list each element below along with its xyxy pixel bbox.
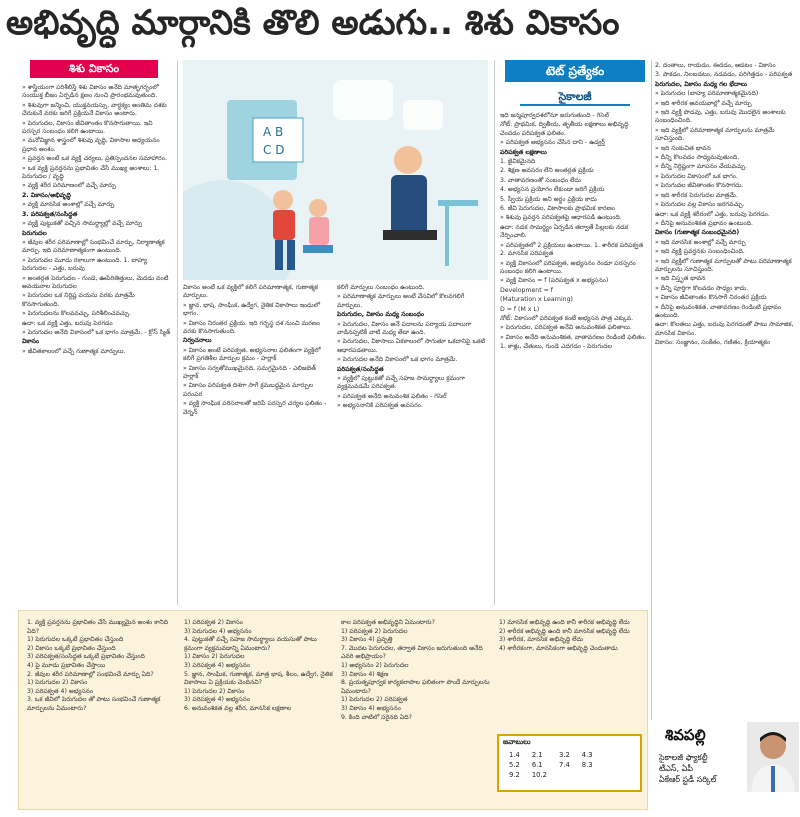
quiz-line: 2) వికాసం ఒక్కటే ప్రభావితం చేస్తుంది: [27, 644, 116, 652]
svg-text:C D: C D: [263, 143, 285, 157]
paragraph: » ఒక వ్యక్తి ప్రవర్తనను ప్రభావితం చేసే ముఖ్య అంశాలు: 1. పెరుగుదల / వృద్ధి: [22, 164, 160, 181]
paragraph: » వికాసం నిరంతర ప్రక్రియ. ఇది గర్భస్థ దశ నుంచి మరణం వరకు కొనసాగుతుంది.: [183, 319, 321, 336]
quiz-line: 2. జీవుల శరీర పరిమాణాల్లో సంభవించే మార్పు ఏది?: [27, 670, 154, 678]
paragraph: కలిగే మార్పులు సంబంధం ఉంటుంది.: [337, 284, 425, 291]
paragraph: 4. అభ్యసన ప్రయోగం లేకుండా జరిగే ప్రక్రియ: [500, 186, 605, 194]
paragraph: వికాసం అంటే ఒక వ్యక్తిలో కలిగే పరిమాణాత్మక, గుణాత్మక మార్పులు.: [183, 284, 319, 300]
paragraph: » పెరుగుదల, వికాసాలు ఏకకాలంలో సాగుతూ ఒకదానిపై ఒకటి ఆధారపడతాయి.: [337, 338, 485, 354]
paragraph: నోట్: ప్రాథమిక, ద్వితీయ, తృతీయ లక్షణాలు అభివృద్ధి చెందడం పరిపక్వత ఫలితం.: [500, 121, 629, 137]
quiz-line: 3) వికాసం 4) అభ్యసనం: [341, 704, 401, 712]
paragraph: » దీన్ని పూర్తిగా కొలవడం సాధ్యం కాదు.: [655, 284, 749, 292]
paragraph: ఉదా: కొలతలు ఎత్తు, బరువు పెరగడంతో పాటు సామాజిక, మానసిక వికాసం.: [655, 321, 794, 337]
paragraph: » ఇది వ్యక్తి ప్రవర్తనకు సంబంధించింది.: [655, 248, 745, 256]
paragraph: నిర్వచనాలు: [183, 337, 212, 345]
quiz-line: 1) మానసిక అభివృద్ధి ఉంది కానీ శారీరక అభివృద్ధి లేదు: [499, 619, 630, 626]
paragraph: 3. పాకడం, నిలబడటం, నడవడం, పరిగెత్తడం - పరిపక్వత: [655, 71, 793, 79]
paragraph: » వికాసం సర్వతోముఖమైనది, సమగ్రమైనది - ఎలిజబెత్ హర్లాక్: [183, 364, 316, 381]
quiz-line: 1) పెరుగుదల 2) వికాసం: [27, 679, 88, 687]
paragraph: » పరిపక్వత అనేది అనువంశిక ఫలితం - గెసెల్: [337, 392, 447, 400]
author-name: శివపల్లి: [665, 726, 706, 744]
paragraph: » జీవితకాలంలో వచ్చే గుణాత్మక మార్పులు.: [22, 347, 126, 355]
paragraph: 5. స్వీయ ప్రక్రియ అని అర్థం ప్రక్రియ కాదు: [500, 195, 597, 203]
quiz-line: 5. జ్ఞాన, సాంఘిక, గుణాత్మక, మాత్ర భాష, శీలం, ఉద్వేగ, నైతిక వికాసాలు ఏ ప్రక్రియకు చెందినవి?: [184, 670, 333, 687]
quiz-line: 1) వికాసం 2) పెరుగుదల: [184, 653, 245, 661]
paragraph: » శిశువు ప్రవర్తన పరిపక్వతపై ఆధారపడి ఉంటుంది.: [500, 214, 622, 222]
paragraph: 3. వాతావరణంతో సంబంధం లేదు: [500, 176, 581, 184]
paragraph: » ప్రవర్తన అంటే ఒక వ్యక్తి చర్యలు, ప్రతిస్పందనల సమాహారం.: [22, 155, 167, 163]
paragraph: » పెరుగుదల జీవితాంతం కొనసాగదు.: [655, 182, 744, 190]
answer-cell: 1.4: [509, 751, 520, 759]
quiz-line: 1. వ్యక్తి ప్రవర్తనను ప్రభావితం చేసే ముఖ్యమైన అంశం కానిది ఏది?: [27, 619, 169, 635]
quiz-line: 3) శారీరక, మానసిక అభివృద్ధి లేదు: [499, 636, 584, 644]
paragraph: » పరిపక్వతలో 2 ప్రక్రియలు ఉంటాయి. 1. శారీరక పరిపక్వత 2. మానసిక పరిపక్వత: [500, 241, 644, 258]
answer-key: [497, 734, 642, 792]
paragraph: » దీన్ని కొలవడం సాధ్యమవుతుంది.: [655, 154, 740, 162]
quiz-line: 4) పై మూడు ప్రభావితం చేస్తాయి: [27, 661, 106, 669]
paragraph: » దీనిపై అనువంశికత ప్రభావం ఉంటుంది.: [655, 219, 754, 227]
paragraph: నోట్: వికాసంలో పరిపక్వత కంటే అభ్యసన పాత్ర ఎక్కువ.: [500, 314, 634, 322]
paragraph: » పెరుగుదల, వికాసం జీవితాంతం కొనసాగుతాయి. ఇవి పరస్పర సంబంధం కలిగి ఉంటాయి.: [22, 119, 153, 136]
answer-cell: 4.3: [581, 751, 593, 759]
quiz-line: 3) పరిపక్వత/సంసిద్ధత ఒక్కటే ప్రభావితం చేస్తుంది: [27, 653, 145, 661]
paragraph: » ఇది వ్యక్తిలో పరిమాణాత్మక మార్పులను మాత్రమే సూచిస్తుంది.: [655, 126, 775, 143]
paragraph: 3. పరిపక్వత/సంసిద్ధత: [22, 210, 78, 218]
article-column-4: [500, 112, 650, 604]
answer-cell: 5.2: [509, 761, 520, 769]
paragraph: » ఇది వ్యక్తి పొడవు, ఎత్తు, బరువు మొదలైన అంశాలకు సంబంధించింది.: [655, 109, 786, 125]
column-divider: [494, 60, 495, 605]
paragraph: » పెరుగుదల, పరిపక్వత అనేవి అనువంశికత ఫలితాలు.: [500, 324, 632, 332]
answer-cell: 7.4: [558, 761, 570, 769]
article-column-3: [337, 284, 487, 604]
quiz-column-3: [341, 619, 491, 805]
paragraph: » శిశువుగా జన్మించి, యుక్తవయస్సు, వార్ధక్యం అంతిమ దశకు చేరుకునే వరకు జరిగే ప్రక్రియనే వికాసం అంటారు.: [22, 101, 167, 118]
paragraph: పెరుగుదల, వికాసం మధ్య గల భేదాలు: [655, 80, 748, 88]
quiz-line: 3) వికాసం 4) ప్రవృత్తి: [341, 636, 393, 644]
article-column-2: [183, 284, 331, 604]
paragraph: ఇది జన్మపూర్వదశలోనూ జరుగుతుంది - గెసెల్: [500, 112, 609, 119]
answer-cell: 8.3: [581, 761, 593, 769]
author-photo: [747, 722, 799, 792]
author-byline: [655, 722, 800, 817]
quiz-line: 3) పరిపక్వత 4) అభ్యసనం: [184, 661, 251, 669]
column-divider: [651, 60, 652, 720]
paragraph: » వికాసం అనేది అనువంశికత, వాతావరణం రెండింటి ఫలితం.: [500, 333, 647, 341]
paragraph: » పెరుగుదల అనేది వికాసంలో ఒక భాగం మాత్రమే.: [337, 356, 458, 364]
quiz-line: 3. ఒక జీవిలో పెరుగుదల తో పాటు సంభవించే గుణాత్మక మార్పులను ఏమంటారు?: [27, 696, 161, 712]
paragraph: » వ్యక్తిలో పుట్టుకతో వచ్చే సహజ సామర్థ్యాలు క్రమంగా వ్యక్తమవడమే పరిపక్వత.: [337, 375, 465, 391]
author-portrait-icon: [747, 722, 799, 792]
paragraph: » ఇది విస్తృత భావన: [655, 275, 706, 283]
paragraph: ఉదా: ఒక వ్యక్తి ఎత్తు, బరువు పెరగడం: [22, 319, 113, 327]
answer-cell: [576, 770, 599, 780]
paragraph: » పెరుగుదలను కొలవవచ్చు, పరిశీలించవచ్చు.: [22, 310, 131, 318]
article-column-1: [22, 84, 172, 604]
paragraph: » ఇది వ్యక్తిలో గుణాత్మక మార్పులతో పాటు పరిమాణాత్మక మార్పులను సూచిస్తుంది.: [655, 257, 792, 273]
paragraph: పరిపక్వత/సంసిద్ధత: [337, 365, 384, 373]
paragraph: 1. జైవికమైనది: [500, 158, 536, 166]
section-tag: శిశు వికాసం: [30, 60, 158, 78]
paragraph: » వ్యక్తి శరీర పరిమాణంలో వచ్చే మార్పు: [22, 182, 117, 190]
quiz-line: 1) అభ్యసనం 2) పెరుగుదల: [341, 661, 409, 669]
quiz-line: 1) పరిపక్వత 2) వికాసం: [184, 619, 243, 626]
quiz-line: 3) పరిపక్వత 4) అభ్యసనం: [27, 687, 94, 695]
paragraph: » పరిమాణాత్మక మార్పులు అంటే వేసవిలో కొలవగలిగే మార్పులు.: [337, 293, 465, 309]
paragraph: » వ్యక్తి మానసిక అంశాల్లో వచ్చే మార్పు: [22, 201, 115, 209]
paragraph: » పెరుగుదల మూడు రకాలుగా ఉంటుంది. 1. బాహ్య పెరుగుదల - ఎత్తు, బరువు: [22, 256, 147, 273]
paragraph: » అంతర్గత పెరుగుదల - గుండె, ఊపిరితిత్తులు, మెదడు వంటి అవయవాల పెరుగుదల: [22, 274, 169, 290]
paragraph: » మనోవిజ్ఞాన శాస్త్రంలో శిశువు వృద్ధి, వికాసాల అధ్యయనం ప్రధాన అంశం.: [22, 137, 160, 153]
answer-table: [503, 750, 599, 780]
paragraph: » ఇది శారీరక అవయవాల్లో వచ్చే మార్పు: [655, 99, 752, 107]
quiz-line: 1) పరిపక్వత 2) పెరుగుదల: [341, 627, 408, 635]
column-divider: [177, 60, 178, 605]
quiz-line: 6. అనువంశికత వల్ల శరీర, మానసిక లక్షణాల: [184, 704, 292, 712]
quiz-column-4: [499, 619, 644, 729]
answer-cell: [553, 770, 576, 780]
paragraph: » వ్యక్తి వికాసంలో పరిపక్వత, అభ్యసనం రెండూ పరస్పరం సంబంధం కలిగి ఉంటాయి.: [500, 259, 636, 275]
paragraph: ఉదా: ఒక వ్యక్తి శరీరంలో ఎత్తు, బరువు పెరగడం.: [655, 210, 770, 218]
paragraph: » పెరుగుదల అనేది వికాసంలో ఒక భాగం మాత్రమే. - క్రోస్ స్మిత్: [22, 328, 171, 336]
paragraph: » ఇది మానసిక అంశాల్లో వచ్చే మార్పు: [655, 238, 746, 246]
answer-key-title: జవాబులు: [503, 738, 531, 746]
answer-cell: 9.2: [509, 771, 520, 779]
article-column-5: [655, 62, 800, 717]
quiz-column-1: [27, 619, 177, 805]
quiz-line: 3) పరిపక్వత 4) అభ్యసనం: [184, 696, 251, 704]
board-letters: A B: [263, 125, 284, 139]
psychology-subhead: సైకాలజీ: [520, 90, 630, 106]
paragraph: » పెరుగుదల వికాసంలో ఒక భాగం.: [655, 172, 738, 180]
paragraph: 2. దంతాలు, రాయడం, ఈదడం, ఆడటం - వికాసం: [655, 62, 776, 69]
paragraph: » దీనిపై అనువంశికత, వాతావరణం రెండింటి ప్రభావం ఉంటుంది.: [655, 303, 782, 319]
quiz-column-2: [184, 619, 334, 805]
illustration-graphic: [183, 60, 488, 280]
paragraph: పరిపక్వత లక్షణాలు: [500, 148, 547, 156]
quiz-line: 4) శారీరకంగా, మానసికంగా అభివృద్ధి చెందుతాడు: [499, 644, 618, 652]
paragraph: » పెరుగుదల ఒక నిర్దిష్ట వయసు వరకు మాత్రమే కొనసాగుతుంది.: [22, 292, 135, 308]
paragraph: వికాసం: సంజ్ఞానం, సంకేతం, గణితం, క్రియాత్మకం: [655, 339, 771, 347]
quiz-line: 1) పెరుగుదల ఒక్కటే ప్రభావితం చేస్తుంది: [27, 636, 124, 644]
paragraph: » వ్యక్తి వికాసం = f (పరిపక్వత x అభ్యసనం): [500, 277, 609, 285]
paragraph: » పెరుగుదల, వికాసం అనే పదాలను పర్యాయ పదాలుగా వాడినప్పటికీ వాటి మధ్య తేడా ఉంది.: [337, 320, 472, 337]
paragraph: » జీవుల శరీర పరిమాణాల్లో సంభవించే మార్పు, నిర్మాణాత్మక మార్పు. ఇది పరిమాణాత్మకంగా ఉంటుంది.: [22, 238, 165, 255]
quiz-line: 7. మొదట పెరుగుదల, తర్వాత వికాసం జరుగుతుంది అనేది ఎవరి అభిప్రాయం?: [341, 644, 483, 661]
answer-cell: 3.2: [558, 751, 570, 759]
paragraph: 2. వికాసం/అభివృద్ధి: [22, 191, 71, 199]
paragraph: (Maturation x Learning): [500, 296, 573, 304]
quiz-line: కాల పరిపక్వత అభివృద్ధిని ఏమంటారు?: [341, 619, 435, 626]
paragraph: 2. శిక్షణ అవసరం లేని అంతర్గత ప్రక్రియ: [500, 167, 594, 175]
quiz-line: 2) శారీరక అభివృద్ధి ఉంది కానీ మానసిక అభివృద్ధి లేదు: [499, 627, 630, 635]
page-headline: అభివృద్ధి మార్గానికి తొలి అడుగు.. శిశు వికాసం: [6, 3, 620, 43]
answer-cell: 10.2: [531, 771, 547, 779]
paragraph: » వ్యక్తి సాంఘిక పరిసరాలతో జరిపే పరస్పర చర్యల ఫలితం - వెర్నన్: [183, 400, 327, 416]
quiz-line: 1) పెరుగుదల 2) పరిపక్వత: [341, 696, 408, 704]
paragraph: 1. కాళ్లు, చేతులు, గుండె ఎదగడం - పెరుగుదల: [500, 343, 612, 351]
paragraph: » పరిపక్వత అభ్యసనం చేసిన దాని - ఉడ్వర్త్: [500, 139, 605, 147]
quiz-line: 4. పుట్టుకతో వచ్చే సహజ సామర్థ్యాలు వయసుతో పాటు క్రమంగా వ్యక్తమవడాన్ని ఏమంటారు?: [184, 636, 317, 652]
paragraph: Development = f: [500, 286, 553, 294]
quiz-line: 3) వికాసం 4) శిక్షణ: [341, 670, 389, 678]
paragraph: » దీన్ని నిర్దిష్టంగా మాపనం చేయవచ్చు.: [655, 163, 748, 171]
paragraph: వికాసం: [22, 338, 40, 346]
paragraph: » పెరుగుదల వల్ల వికాసం జరగవచ్చు.: [655, 201, 745, 209]
paragraph: » వికాసం అంటే పరిపక్వత, అభ్యసనాల ఫలితంగా వ్యక్తిలో కలిగే ప్రగతిశీల మార్పుల క్రమం - హర్లాక్: [183, 346, 321, 363]
paragraph: » వికాసం పరిపక్వత దిశగా సాగే క్రమబద్ధమైన మార్పుల పరంపర: [183, 382, 313, 398]
quiz-line: 8. ప్రయత్నపూర్వక కార్యకలాపాల ఫలితంగా పొందే మార్పులను ఏమంటారు?: [341, 679, 490, 695]
paragraph: » ఇది సంకుచిత భావన: [655, 144, 711, 152]
paragraph: వికాసం (గుణాత్మక సంబంధమైనది): [655, 229, 740, 237]
paragraph: » వికాసం జీవితాంతం కొనసాగే నిరంతర ప్రక్రియ: [655, 294, 767, 302]
answer-cell: 2.1: [531, 751, 543, 759]
answer-cell: 6.1: [531, 761, 543, 769]
quiz-line: 1) పెరుగుదల 2) వికాసం: [184, 687, 245, 695]
quiz-line: 9. కింది వాటిలో సరైనది ఏది?: [341, 713, 412, 721]
paragraph: » అభ్యసనానికి పరిపక్వత అవసరం.: [337, 402, 423, 410]
paragraph: D = f (M x L): [500, 305, 540, 313]
quiz-line: 3) పెరుగుదల 4) అభ్యసనం: [184, 627, 252, 635]
paragraph: » పెరుగుదల (బాహ్య పరిమాణాత్మకమైనది): [655, 90, 759, 98]
paragraph: » జ్ఞాన, భాష, సాంఘిక, ఉద్వేగ, నైతిక వికాసాలు ఇందులో భాగం.: [183, 301, 320, 318]
paragraph: పెరుగుదల, వికాసం మధ్య సంబంధం: [337, 311, 425, 319]
author-role: సైకాలజీ ఫ్యాకల్టీ టీఎస్, ఏపీ ఏకేఆర్ స్టడీ సర్కిల్: [659, 753, 717, 784]
paragraph: పెరుగుదల: [22, 229, 47, 237]
paragraph: ఉదా: నడక సామర్థ్యం ఏర్పడిన తర్వాతే పిల్లలకు నడక నేర్పించాలి.: [500, 223, 629, 240]
paragraph: 6. జీవి పెరుగుదల, వికాసాలకు ప్రాథమిక కారణం: [500, 205, 615, 213]
classroom-illustration: [183, 60, 488, 280]
paragraph: » వ్యక్తి పుట్టుకతో వచ్చిన సామర్థ్యాల్లో వచ్చే మార్పు: [22, 220, 143, 228]
paragraph: » ఇది శారీరక పెరుగుదల మాత్రమే.: [655, 191, 738, 199]
paragraph: » శాస్త్రీయంగా పరిశీలిస్తే శిశు వికాసం అనేది మాతృగర్భంలో సంయుక్త బీజం ఏర్పడిన క్షణం నుంచి ప్రారంభమవుతుంది.: [22, 84, 159, 100]
tet-special-ribbon: టెట్ ప్రత్యేకం: [505, 60, 645, 82]
